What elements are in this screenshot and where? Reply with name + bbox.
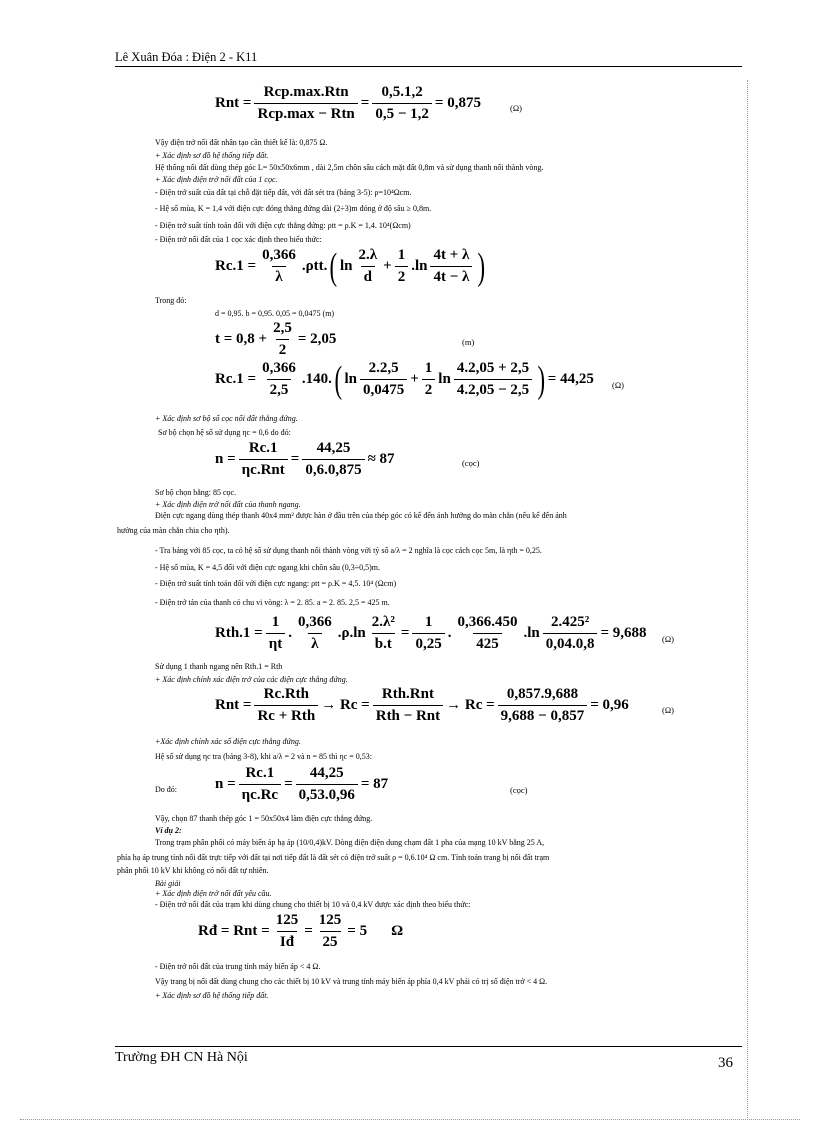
eq-den: 0,25 [412,633,444,653]
eq-term: + [383,258,392,274]
eq-den: 2 [395,266,409,286]
equation-rc1-formula: Rc.1 = $\frac{0,366}{\lambda}$ .ρtt. ( ln $\frac{2.\lambda}{d}$ + $\frac{1}{2}$ .ln $\frac{4t + \lambda}{4t - \lambda}$ ) [215,245,486,288]
text-line: Sử dụng 1 thanh ngang nên Rth.1 = Rth [155,662,283,671]
eq-unit: (Ω) [612,380,624,390]
eq-num: 2.λ [358,247,378,263]
text-line: - Hệ số mùa, K = 4,5 đối với điện cực ngang khi chôn sâu (0,3÷0,5)m. [155,563,380,572]
eq-den: d [361,266,375,286]
text-line: Hệ số sử dụng ηc tra (bảng 3-8), khi a/λ = 2 và n = 85 thì ηc = 0,53: [155,752,372,761]
eq-result: = 0,875 [434,95,481,111]
eq-unit: (Ω) [662,634,674,644]
header-rule [115,66,742,67]
footer-rule [115,1046,742,1047]
text-line: phân phối 10 kV khi không có nối đất tự nhiên. [117,866,269,875]
eq-lhs: Rđ = Rnt = [198,923,270,939]
eq-den: ηc.Rc [239,784,281,804]
eq-num: 44,25 [309,765,344,781]
equation-rc [215,686,629,725]
eq-lhs: Rnt [215,95,240,111]
text-line: - Điện trở tản của thanh có chu vi vòng: λ = 2. 85. a = 2. 85. 2,5 = 425 m. [155,598,390,607]
page-number: 36 [718,1055,733,1071]
eq-term: .ρtt. [301,258,328,274]
text-line: Điện cực ngang dùng thép thanh 40x4 mm² được hàn ở đầu trên của thép góc có kể đến ảnh hưởng do màn chắn (nếu kể đến ảnh [155,511,567,520]
eq-num: 125 [318,912,342,928]
eq-den: 425 [473,633,502,653]
section-heading: + Xác định điện trở nối đất của thanh ngang. [155,500,301,509]
eq-lhs: n = [215,776,236,792]
section-heading: + Xác định điện trở nối đất yêu cầu. [155,889,272,898]
eq-num: 125 [275,912,299,928]
eq-lhs: n = [215,451,236,467]
text-line: hưởng của màn chắn chia cho ηth). [117,526,230,535]
text-line: Do đó: [155,785,177,794]
eq-den: 9,688 − 0,857 [498,705,588,725]
eq-num: Rc.1 [248,440,278,456]
eq-den: 0,53.0,96 [296,784,358,804]
section-heading: + Xác định sơ bộ số cọc nối đất thẳng đứng. [155,414,298,423]
text-line: Vậy trang bị nối đất dùng chung cho các thiết bị 10 kV và trung tính máy biến áp phía 0,4 kV phải có trị số điện trở < 4 Ω. [155,977,548,986]
eq-term: ln [438,371,451,387]
eq-num: 1 [424,360,433,376]
section-heading: Bài giải [155,879,181,888]
eq-den: 2 [422,379,436,399]
eq-unit: (Ω) [662,705,674,715]
eq-term: .ln [411,258,428,274]
eq-num: 4t + λ [433,247,470,263]
eq-num: Rc.Rth [263,686,310,702]
text-line: - Điện trở suất của đất tại chỗ đặt tiếp đất, với đất sét tra (bảng 3-5): ρ=10⁴Ωcm. [155,188,412,197]
eq-den: 0,0475 [360,379,407,399]
eq-result: = 87 [360,776,389,792]
eq-unit: (m) [462,337,475,347]
eq-num: 1 [424,614,433,630]
eq-num: 0,366 [297,614,332,630]
eq-num: 0,857.9,688 [506,686,579,702]
eq-term: → Rc = [321,697,370,713]
eq-den: λ [272,266,285,286]
eq-den: 4.2,05 − 2,5 [454,379,532,399]
eq-num: 4.2,05 + 2,5 [456,360,530,376]
eq-den: Rth − Rnt [373,705,443,725]
eq-result: = 0,96 [590,697,629,713]
section-heading: + Xác định chính xác điện trở của các điện cực thẳng đứng. [155,675,348,684]
eq-den: b.t [372,633,395,653]
eq-num: 2,5 [273,320,292,336]
eq-term: .ρ.ln [337,625,366,641]
equation-n-final: n = $\frac{Rc.1}{\eta c.Rc}$ = $\frac{44,25}{0,53.0,96}$ = 87 [215,765,389,803]
equation-rth1: Rth.1 = $\frac{1}{\eta t}$ . $\frac{0,366}{\lambda}$ .ρ.ln $\frac{\text{2.λ²}}{b.t}$ = $\frac{1}{0,25}$ . $\frac{0,366.450}{425}$ .ln $\frac{\text{2.425²}}{0,04.0,8}$ = 9,688 [215,614,647,652]
page-bottom-guide [20,1119,800,1120]
section-heading: +Xác định chính xác số điện cực thẳng đứng. [155,737,301,746]
eq-unit: (cọc) [462,458,480,468]
eq-unit: Ω [391,923,404,939]
text-line: Sơ bộ chọn hệ số sử dụng ηc = 0,6 do đó: [158,428,291,437]
eq-den: 0,5 − 1,2 [372,103,432,123]
eq-den: 4t − λ [430,266,472,286]
text-line: Hệ thống nối đất dùng thép góc L= 50x50x6mm , dài 2,5m chôn sâu cách mặt đất 0,8m và sử dụng thanh nối thành vòng. [155,163,544,172]
text-line: phía hạ áp trung tính nối đất trực tiếp với đất tại nơi tiếp đất là đất sét có điện trở suất ρ = 0,6.10⁴ Ω cm. Tính toán trang bị nối đất trạm [117,853,550,862]
eq-num: 2.λ² [371,614,395,630]
eq-result: = 44,25 [547,371,594,387]
text-line: - Điện trở suất tính toán đối với điện cực ngang: ρtt = ρ.K = 4,5. 10⁴ (Ωcm) [155,579,397,588]
eq-num: 2.425² [550,614,590,630]
eq-lhs: Rc.1 [215,371,244,387]
eq-num: 0,366 [262,247,296,263]
eq-den: 0,6.0,875 [302,459,364,479]
equation-rnt: Rnt = $\frac{\text{Rcp.max.Rtn}}{\text{Rcp.max − Rtn}}$ = $\frac{0,5.1,2}{0,5 - 1,2}$ = 0,875 [215,84,481,122]
eq-term: ln [340,258,353,274]
eq-den: 25 [320,931,341,951]
eq-num: 2.2,5 [368,360,399,376]
margin-guide [747,80,748,1120]
eq-term: .140. [301,371,332,387]
text-line: Vậy điện trở nối đất nhân tạo cần thiết kế là: 0,875 Ω. [155,138,328,147]
page-header: Lê Xuân Đóa : Điện 2 - K11 [115,50,258,64]
text-line: Trong trạm phân phối có máy biến áp hạ áp (10/0,4)kV. Dòng điện điện dung chạm đất 1 pha của mạng 10 kV bằng 25 A, [155,838,545,847]
eq-num: Rc.1 [245,765,275,781]
section-heading: + Xác định điện trở nối đất của 1 cọc. [155,175,278,184]
section-heading: Ví dụ 2: [155,826,182,835]
eq-num: 0,5.1,2 [381,84,423,100]
eq-unit: (Ω) [510,103,522,113]
eq-result: = 5 [347,923,368,939]
eq-result: = 9,688 [600,625,647,641]
eq-lhs: Rth.1 = [215,625,263,641]
eq-num: 44,25 [316,440,351,456]
eq-num: Rcp.max.Rtn [263,84,349,100]
eq-den: 2 [276,339,290,359]
eq-lhs: Rc.1 [215,258,244,274]
eq-lhs: t = 0,8 + [215,331,268,347]
text-line: - Điện trở suất tính toán đối với điện cực thẳng đứng: ρtt = ρ.K = 1,4. 10⁴(Ωcm) [155,221,411,230]
equation-rc1-value: Rc.1 = $\frac{0,366}{2,5}$ .140. ( ln $\frac{2.2,5}{0,0475}$ + $\frac{1}{2}$ ln $\frac{4.2,05 + 2,5}{4.2,05 - 2,5}$ ) = 44,25 [215,358,594,401]
eq-num: 1 [271,614,280,630]
eq-unit: (cọc) [510,785,528,795]
equation-t [215,320,336,359]
text-line: d = 0,95. b = 0,95. 0,05 = 0,0475 (m) [215,309,335,318]
text-line: - Điện trở nối đất của trạm khi dùng chung cho thiết bị 10 và 0,4 kV được xác định theo biểu thức: [155,900,471,909]
eq-num: Rth.Rnt [381,686,434,702]
eq-den: Rc + Rth [254,705,318,725]
text-line: - Hệ số mùa, K = 1,4 với điện cực đóng thẳng đứng dài (2÷3)m đóng ở độ sâu ≥ 0,8m. [155,204,432,213]
text-line: Vậy, chọn 87 thanh thép góc 1 = 50x50x4 làm điện cực thẳng đứng. [155,814,373,823]
eq-den: λ [308,633,321,653]
eq-term: → Rc = [446,697,495,713]
eq-term: .ln [523,625,540,641]
eq-result: ≈ 87 [367,451,395,467]
eq-num: 0,366 [262,360,296,376]
text-line: - Điện trở nối đất của trung tính máy biến áp < 4 Ω. [155,962,321,971]
eq-den: Iđ [277,931,297,951]
eq-term: + [410,371,419,387]
section-heading: + Xác định sơ đồ hệ thống tiếp đất. [155,991,269,1000]
eq-den: 0,04.0,8 [543,633,598,653]
eq-den: 2,5 [267,379,292,399]
eq-term: ln [344,371,357,387]
eq-den: ηt [266,633,286,653]
page-footer: Trường ĐH CN Hà Nội [115,1050,248,1065]
eq-num: 0,366.450 [457,614,518,630]
equation-rd: Rđ = Rnt = $\frac{125}{Iđ}$ = $\frac{125}{25}$ = 5 Ω [198,912,404,950]
text-line: - Tra bảng với 85 cọc, ta có hệ số sử dụng thanh nối thành vòng với tỷ số a/λ = 2 nghĩa là cọc cách cọc 5m, là ηth = 0,25. [155,546,542,555]
equation-n-preliminary: n = $\frac{Rc.1}{\text{ηc.Rnt}}$ = $\frac{44,25}{0,6.0,875}$ ≈ 87 [215,440,395,478]
text-line: - Điện trở nối đất của 1 cọc xác định theo biểu thức: [155,235,322,244]
eq-num: 1 [397,247,406,263]
text-line: Trong đó: [155,296,187,305]
section-heading: + Xác định sơ đồ hệ thống tiếp đất. [155,151,269,160]
eq-lhs: Rnt = [215,697,252,713]
eq-result: = 2,05 [297,331,337,347]
eq-den: Rcp.max − Rtn [254,103,357,123]
text-line: Sơ bộ chọn bằng: 85 cọc. [155,488,237,497]
eq-den: ηc.Rnt [239,459,288,479]
